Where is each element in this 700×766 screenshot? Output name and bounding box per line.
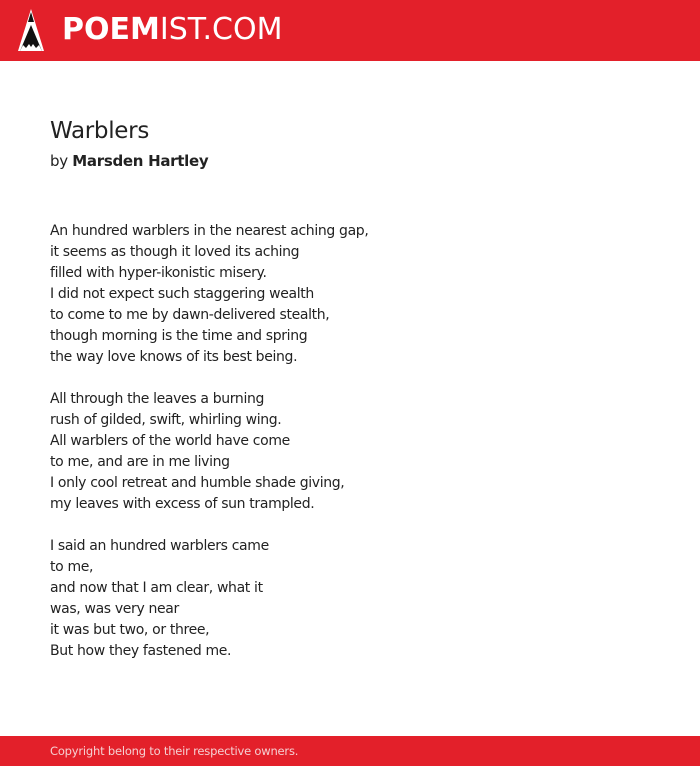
stanza-3 [50, 536, 650, 662]
poem-title: Warblers [50, 118, 149, 144]
logo-text-bold: POEM [62, 12, 160, 47]
poem-line: to me, and are in me living [50, 454, 230, 470]
poem-line: rush of gilded, swift, whirling wing. [50, 412, 282, 428]
poem-body [50, 221, 650, 662]
poem-line: filled with hyper-ikonistic misery. [50, 265, 267, 281]
site-header [0, 0, 700, 61]
site-logo[interactable] [62, 12, 282, 48]
logo-text-light: IST.COM [159, 12, 283, 47]
poem-line: the way love knows of its best being. [50, 349, 298, 365]
poem-line: An hundred warblers in the nearest aching gap, [50, 223, 369, 239]
poem-content [50, 112, 650, 683]
poem-line: All through the leaves a burning [50, 391, 265, 407]
poem-line: I did not expect such staggering wealth [50, 286, 314, 302]
poem-line: and now that I am clear, what it [50, 580, 263, 596]
copyright-notice: Copyright belong to their respective owners. [50, 744, 299, 758]
poem-line: my leaves with excess of sun trampled. [50, 496, 315, 512]
by-label: by [50, 152, 68, 170]
poem-line: to me, [50, 559, 94, 575]
stanza-2 [50, 389, 650, 515]
poem-line: it was but two, or three, [50, 622, 210, 638]
poem-line: But how they fastened me. [50, 643, 232, 659]
poem-line: I only cool retreat and humble shade giving, [50, 475, 345, 491]
site-footer [0, 736, 700, 766]
poem-line: to come to me by dawn-delivered stealth, [50, 307, 330, 323]
poem-line: was, was very near [50, 601, 179, 617]
stanza-1 [50, 221, 650, 368]
poem-line: I said an hundred warblers came [50, 538, 269, 554]
poem-line: All warblers of the world have come [50, 433, 290, 449]
poem-line: it seems as though it loved its aching [50, 244, 300, 260]
pencil-icon[interactable] [18, 9, 44, 51]
poem-byline [50, 150, 650, 172]
poem-author: Marsden Hartley [72, 152, 209, 170]
poem-line: though morning is the time and spring [50, 328, 308, 344]
